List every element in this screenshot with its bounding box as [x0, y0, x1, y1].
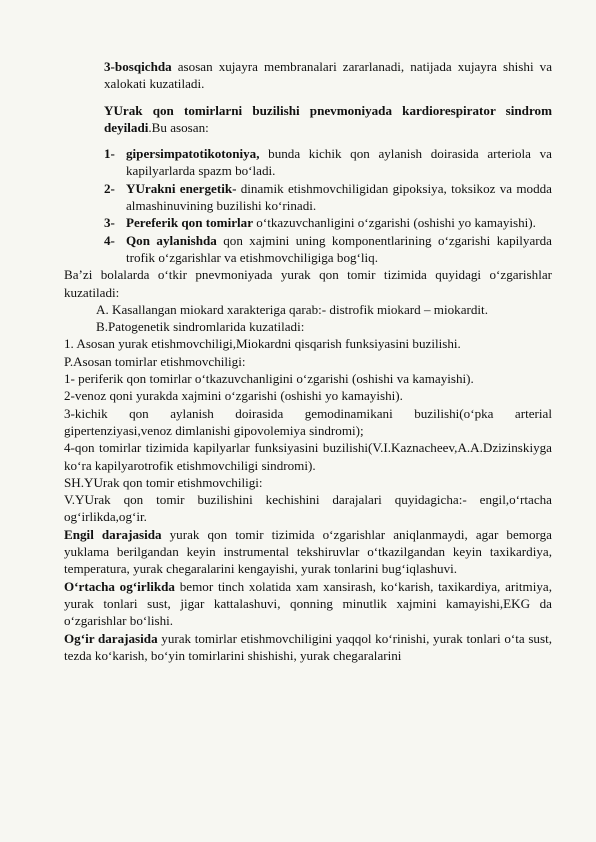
- list-item-number: 1-: [104, 146, 115, 162]
- stage3-text: asosan xujayra membranalari zararlanadi, natijada xujayra shishi va xalokati kuzatiladi.: [104, 59, 552, 92]
- list-item: [104, 232, 552, 267]
- list-item-number: 3-: [104, 215, 115, 231]
- moderate-bold: O‘rtacha og‘irlikda: [64, 578, 175, 594]
- list-item: [104, 214, 552, 231]
- list-item-text: qon xajmini uning komponentlarining o‘zgarishi kapilyarda trofik o‘zgarishlar va etishmovchiligiga bog‘liq.: [126, 232, 552, 265]
- line-heart-failure: 1. Asosan yurak etishmovchiligi,Miokardni qisqarish funksiyasini buzilishi.: [64, 336, 461, 352]
- cardiorespiratory-bold: YUrak qon tomirlarni buzilishi pnevmoniyada kardiorespirator sindrom deyiladi: [104, 102, 552, 135]
- list-item-bold: YUrakni energetik-: [126, 180, 237, 196]
- list-item: [104, 180, 552, 215]
- list-item-number: 2-: [104, 180, 115, 196]
- sub-item-b: B.Patogenetik sindromlarida kuzatiladi:: [96, 319, 305, 335]
- paragraph-mild: [64, 526, 552, 578]
- main-body: [64, 266, 552, 664]
- paragraph-moderate: [64, 578, 552, 630]
- list-item-text: dinamik etishmovchiligidan gipoksiya, toksikoz va modda almashinuvining buzilishi ko‘rinadi.: [126, 180, 552, 214]
- line-vascular-failure: P.Asosan tomirlar etishmovchiligi:: [64, 353, 246, 369]
- list-item-bold: gipersimpatotikotoniya,: [126, 146, 260, 162]
- line-sh: SH.YUrak qon tomir etishmovchiligi:: [64, 474, 263, 490]
- line-capillary: 4-qon tomirlar tizimida kapilyarlar funksiyasini buzilishi(V.I.Kaznacheev,A.A.Dzizinskiyga ko‘ra kapilyarotrofik etishmovchiligi sindromi).: [64, 440, 552, 473]
- line-degrees: V.YUrak qon tomir buzilishini kechishini darajalari quyidagicha:- engil,o‘rtacha og‘irlikda,og‘ir.: [64, 492, 552, 525]
- paragraph-stage3: [84, 58, 552, 93]
- mild-text: yurak qon tomir tizimida o‘zgarishlar aniqlanmaydi, agar bemorga yuklama berilgandan keyin instrumental tekshiruvlar o‘tkazilgandan keyin taxikardiya, temperatura, yurak chegaralarini kengayishi, yurak tonlarini bug‘iqlashuvi.: [64, 526, 552, 577]
- list-item-text: bunda kichik qon aylanish doirasida arteriola va kapilyarlarda spazm bo‘ladi.: [126, 146, 552, 179]
- list-item: [104, 145, 552, 180]
- paragraph-cardiorespiratory: [84, 102, 552, 137]
- list-item-bold: Pereferik qon tomirlar: [126, 215, 254, 231]
- mild-bold: Engil darajasida: [64, 526, 162, 542]
- list-item-number: 4-: [104, 232, 115, 248]
- paragraph-changes-intro: Ba’zi bolalarda o‘tkir pnevmoniyada yurak qon tomir tizimida quyidagi o‘zgarishlar kuzatiladi:: [64, 267, 552, 300]
- syndrome-list: [84, 145, 552, 266]
- stage3-bold: 3-bosqichda: [104, 59, 172, 74]
- line-peripheral: 1- periferik qon tomirlar o‘tkazuvchanligini o‘zgarishi (oshishi va kamayishi).: [64, 371, 474, 387]
- list-item-bold: Qon aylanishda: [126, 232, 217, 248]
- line-venous: 2-venoz qoni yurakda xajmini o‘zgarishi (oshishi yo kamayishi).: [64, 388, 403, 404]
- severe-bold: Og‘ir darajasida: [64, 630, 158, 646]
- moderate-text: bemor tinch xolatida xam xansirash, ko‘karish, taxikardiya, aritmiya, yurak tonlari sust, jigar kattalashuvi, qonning minutlik xajmini kamayishi,EKG da o‘zgarishlar bo‘lishi.: [64, 578, 552, 629]
- list-item-text: o‘tkazuvchanligini o‘zgarishi (oshishi yo kamayishi).: [253, 215, 536, 231]
- cardiorespiratory-text: .Bu asosan:: [148, 119, 209, 135]
- severe-text: yurak tomirlar etishmovchiligini yaqqol ko‘rinishi, yurak tonlari o‘ta sust, tezda ko‘karish, bo‘yin tomirlarini shishishi, yurak chegaralarini: [64, 630, 552, 663]
- paragraph-severe: [64, 630, 552, 665]
- line-small-circulation: 3-kichik qon aylanish doirasida gemodinamikani buzilishi(o‘pka arterial gipertenziyasi,venoz dimlanishi gipovolemiya sindromi);: [64, 405, 552, 438]
- sub-item-a: A. Kasallangan miokard xarakteriga qarab:- distrofik miokard – miokardit.: [96, 301, 488, 317]
